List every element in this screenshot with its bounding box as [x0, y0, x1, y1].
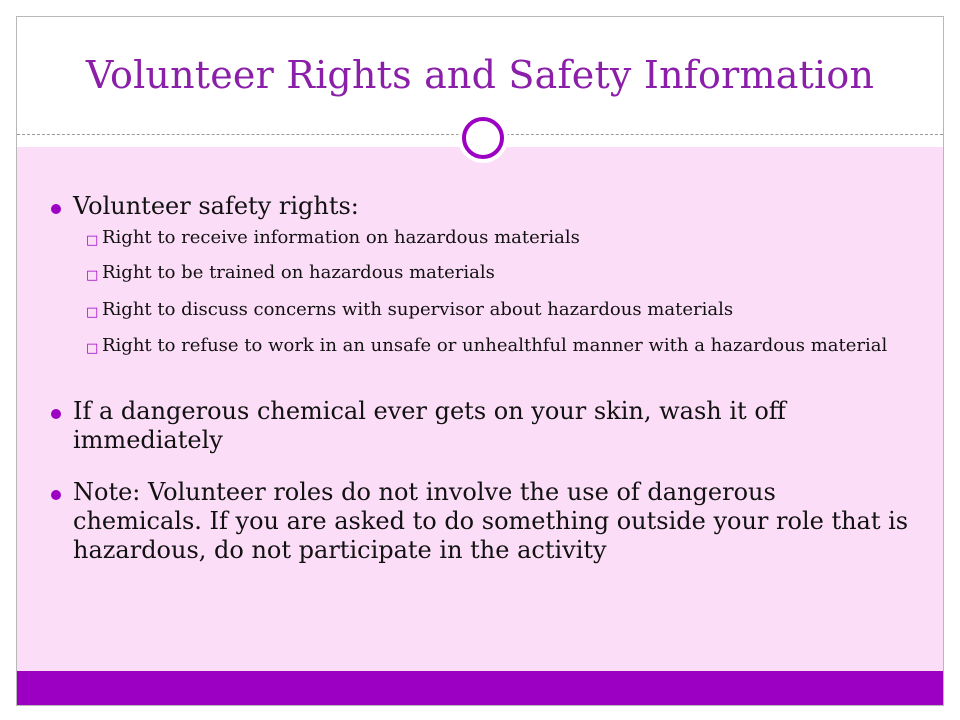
sub-bullet-icon: □ [86, 233, 99, 248]
sub-bullet-item [86, 263, 926, 283]
slide-title: Volunteer Rights and Safety Information [85, 53, 875, 97]
bullet-icon [51, 409, 61, 419]
sub-bullet-text: Right to discuss concerns with supervisor about hazardous materials [102, 299, 734, 320]
ring-ornament-icon [462, 117, 504, 159]
bullet-text: Note: Volunteer roles do not involve the use of dangerous chemicals. If you are asked to do something outside your role that is hazardous, do not participate in the activity [73, 478, 909, 564]
bullet-item [51, 478, 911, 565]
bullet-text: Volunteer safety rights: [73, 192, 359, 220]
sub-bullet-item [86, 300, 926, 320]
sub-bullet-item [86, 228, 926, 248]
sub-bullet-text: Right to receive information on hazardous materials [102, 227, 580, 248]
bullet-item [51, 397, 911, 455]
sub-bullet-icon: □ [86, 341, 99, 356]
sub-bullet-text: Right to refuse to work in an unsafe or unhealthful manner with a hazardous material [102, 335, 888, 356]
content-area [17, 147, 943, 671]
sub-bullet-text: Right to be trained on hazardous materials [102, 262, 495, 283]
bullet-item [51, 192, 911, 221]
bullet-icon [51, 490, 61, 500]
sub-bullet-icon: □ [86, 305, 99, 320]
sub-bullet-icon: □ [86, 268, 99, 283]
sub-bullet-item [86, 336, 926, 356]
footer-bar [17, 671, 943, 705]
bullet-icon [51, 204, 61, 214]
slide [16, 16, 944, 706]
bullet-text: If a dangerous chemical ever gets on your skin, wash it off immediately [73, 397, 786, 454]
